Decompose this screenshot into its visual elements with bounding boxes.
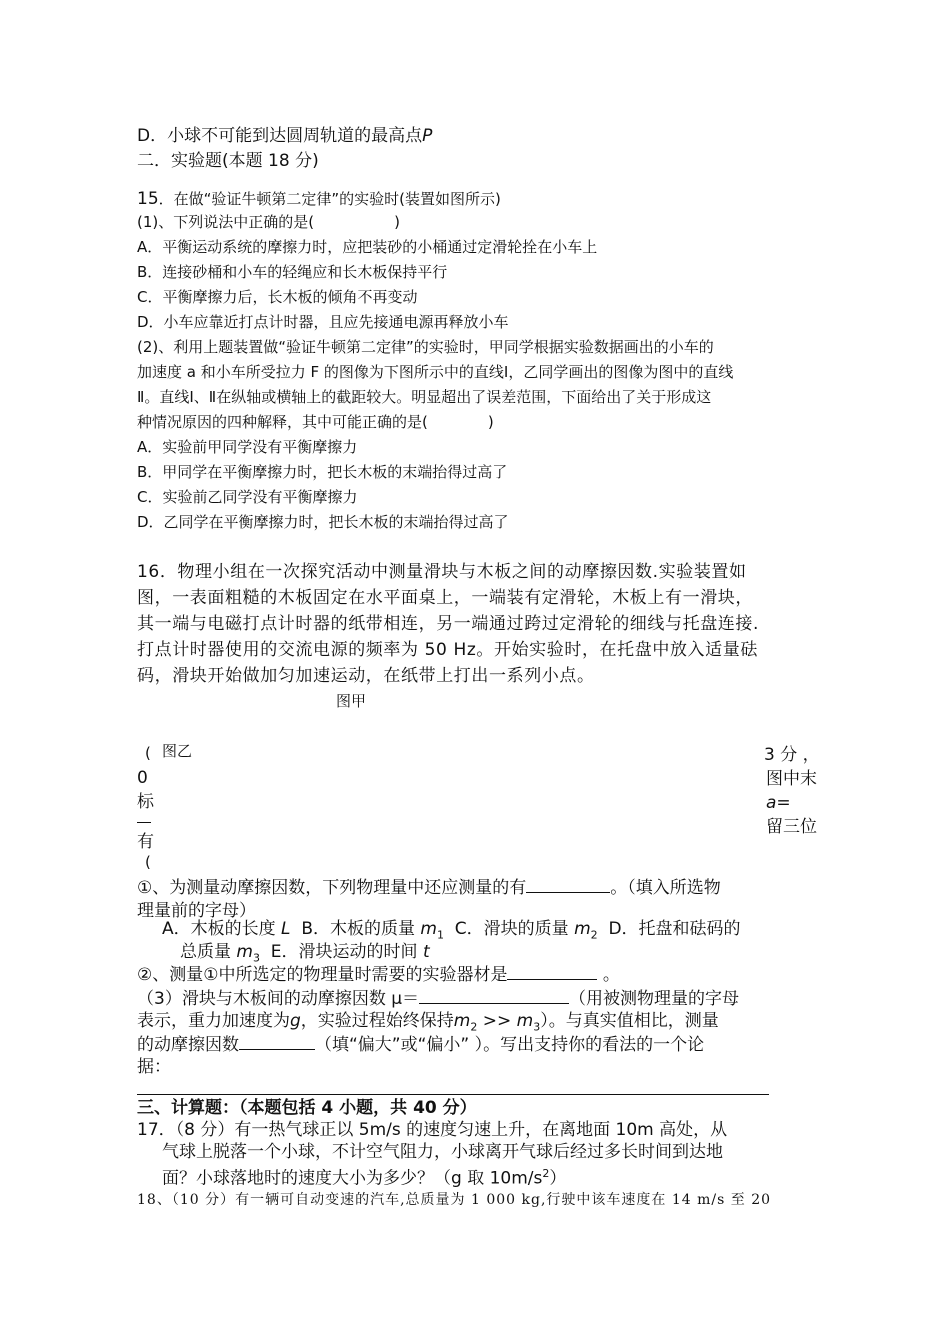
fragment-a-var: a <box>766 793 777 813</box>
fragment-rule <box>137 822 151 823</box>
q16-sub2-text: ②、测量①中所选定的物理量时需要的实验器材是 <box>137 965 508 985</box>
q15-p1-option-d: D．小车应靠近打点计时器，且应先接通电源再释放小车 <box>137 313 509 331</box>
q18-line1: 18、（10 分）有一辆可自动变速的汽车,总质量为 1 000 kg,行驶中该车速度在 14 m/s 至 20 <box>137 1192 772 1208</box>
q16-sub3-line3-a: 的动摩擦因数 <box>137 1035 239 1055</box>
q15-part1-close: ) <box>394 213 400 231</box>
q16-option-b-sub: 1 <box>436 928 444 942</box>
q17-line2: 气球上脱落一个小球，不计空气阻力，小球离开气球后经过多长时间到达地 <box>162 1142 723 1162</box>
q16-option-d: D．托盘和砝码的 <box>608 919 741 939</box>
q16-option-a-var: L <box>281 919 291 939</box>
q16-line1: 16．物理小组在一次探究活动中测量滑块与木板之间的动摩擦因数.实验装置如 <box>137 562 747 582</box>
q15-p2-option-c: C．实验前乙同学没有平衡摩擦力 <box>137 488 358 506</box>
option-d-var: P <box>422 126 433 146</box>
q16-option-a: A．木板的长度 <box>162 919 276 939</box>
q16-sub3-line3 <box>137 1033 704 1057</box>
q16-line3: 其一端与电磁打点计时器的纸带相连，另一端通过跨过定滑轮的细线与托盘连接. <box>137 614 760 634</box>
fragment-paren-2: ( <box>145 853 151 871</box>
figure-a-caption: 图甲 <box>336 692 367 710</box>
section-2-heading: 二．实验题(本题 18 分) <box>137 151 319 171</box>
q15-part1 <box>137 212 400 232</box>
q17-sup: 2 <box>542 1167 550 1180</box>
q16-sub3-m2: m <box>453 1011 471 1031</box>
q16-sub3-gg: >> <box>477 1011 517 1031</box>
q16-line5: 码，滑块开始做加匀加速运动，在纸带上打出一系列小点。 <box>137 666 595 686</box>
q17-line3 <box>162 1162 566 1191</box>
q15-p1-option-b: B．连接砂桶和小车的轻绳应和长木板保持平行 <box>137 263 448 281</box>
q16-line4: 打点计时器使用的交流电源的频率为 50 Hz。开始实验时，在托盘中放入适量砝 <box>137 640 758 660</box>
q16-sub3-m3-sub: 3 <box>533 1020 541 1034</box>
fragment-equals: = <box>776 793 791 813</box>
answer-line[interactable] <box>137 1094 769 1095</box>
q16-sub3-line4: 据： <box>137 1057 171 1077</box>
q16-sub3-m2-sub: 2 <box>470 1020 478 1034</box>
q16-option-c: C．滑块的质量 <box>454 919 569 939</box>
q16-sub2-end: 。 <box>602 965 620 985</box>
q16-sub3-line2-c: ）。与真实值相比，测量 <box>540 1011 719 1031</box>
q16-option-d-var: m <box>236 942 253 962</box>
q15-part2-line4 <box>137 412 494 432</box>
q16-sub2-blank[interactable] <box>507 979 597 980</box>
q16-sub3-line2-b: ，实验过程始终保持 <box>300 1011 454 1031</box>
q16-sub3-blank[interactable] <box>419 1003 569 1004</box>
q16-sub3-line2-a: 表示，重力加速度为 <box>137 1011 290 1031</box>
q15-stem <box>137 187 501 211</box>
q15-part2-line3: Ⅱ。直线Ⅰ、Ⅱ在纵轴或横轴上的截距较大。明显超出了误差范围，下面给出了关于形成这 <box>137 388 712 406</box>
q16-sub2 <box>137 963 620 987</box>
q15-p1-option-a: A．平衡运动系统的摩擦力时，应把装砂的小桶通过定滑轮拴在小车上 <box>137 238 598 256</box>
option-d-text: D．小球不可能到达圆周轨道的最高点 <box>137 126 423 146</box>
q16-sub3-line3-b: （填“偏大”或“偏小” ）。写出支持你的看法的一个论 <box>315 1035 705 1055</box>
q15-part2-line1: (2)、利用上题装置做“验证牛顿第二定律”的实验时，甲同学根据实验数据画出的小车的 <box>137 338 714 356</box>
q16-option-b-var: m <box>420 919 437 939</box>
section-3-heading: 三、计算题：（本题包括 4 小题，共 40 分） <box>137 1098 477 1118</box>
figure-b-caption: 图乙 <box>162 742 193 760</box>
q16-sub1-text-end: 。（填入所选物 <box>610 878 721 898</box>
q16-option-c-sub: 2 <box>590 928 598 942</box>
q16-option-b: B．木板的质量 <box>301 919 416 939</box>
q16-line2: 图，一表面粗糙的木板固定在水平面桌上，一端装有定滑轮，木板上有一滑块， <box>137 588 753 608</box>
q16-sub1-line1 <box>137 876 721 900</box>
option-d-line <box>137 124 432 148</box>
q16-sub3-m3: m <box>516 1011 534 1031</box>
q15-part2-line4-close: ) <box>487 413 494 431</box>
q15-p2-option-d: D．乙同学在平衡摩擦力时，把长木板的末端抬得过高了 <box>137 513 509 531</box>
q15-p2-option-b: B．甲同学在平衡摩擦力时，把长木板的末端抬得过高了 <box>137 463 508 481</box>
fragment-paren-1: ( <box>145 744 151 762</box>
q15-part2-line4-text: 种情况原因的四种解释，其中可能正确的是( <box>137 413 428 431</box>
q16-sub3-text: （3）滑块与木板间的动摩擦因数 μ＝ <box>137 989 420 1009</box>
fragment-zero: 0 <box>137 768 148 788</box>
q16-sub1-blank[interactable] <box>526 892 610 893</box>
q16-option-e: E．滑块运动的时间 <box>270 942 418 962</box>
q15-p1-option-c: C．平衡摩擦力后，长木板的倾角不再变动 <box>137 288 418 306</box>
fragment-score: 3 分 ， <box>764 745 820 765</box>
q16-sub3-g: g <box>290 1011 301 1031</box>
q15-p2-option-a: A．实验前甲同学没有平衡摩擦力 <box>137 438 358 456</box>
q16-sub3-text-end: （用被测物理量的字母 <box>569 989 740 1009</box>
q16-option-d-cont: 总质量 <box>180 942 231 962</box>
q17-line3-text: 面？小球落地时的速度大小为多少？（g 取 10m/s <box>162 1168 543 1189</box>
q15-part2-line2: 加速度 a 和小车所受拉力 F 的图像为下图所示中的直线Ⅰ，乙同学画出的图像为图中的直线 <box>137 363 734 381</box>
q16-option-d-sub: 3 <box>252 951 260 965</box>
q16-sub3-blank-2[interactable] <box>239 1049 315 1050</box>
fragment-you: 有 <box>137 832 154 852</box>
q17-line1: 17．（8 分）有一热气球正以 5m/s 的速度匀速上升，在离地面 10m 高处，从 <box>137 1120 728 1140</box>
q17-line3-end: ） <box>549 1168 567 1189</box>
q15-number: 15 <box>137 189 159 209</box>
fragment-biao: 标 <box>137 792 154 812</box>
q15-stem-text: ．在做“验证牛顿第二定律”的实验时(装置如图所示) <box>158 190 501 208</box>
fragment-a-equals <box>766 791 791 815</box>
q16-option-e-var: t <box>422 942 430 962</box>
q15-part1-text: (1)、下列说法中正确的是( <box>137 213 315 231</box>
q16-option-c-var: m <box>574 919 591 939</box>
q16-sub1-text: ①、为测量动摩擦因数，下列物理量中还应测量的有 <box>137 878 527 898</box>
fragment-sanwei: 留三位 <box>766 817 817 837</box>
fragment-zhongmo: 图中末 <box>766 769 817 789</box>
q16-sub3-line1 <box>137 987 739 1011</box>
q16-sub1-line2: 理量前的字母） <box>137 901 256 921</box>
